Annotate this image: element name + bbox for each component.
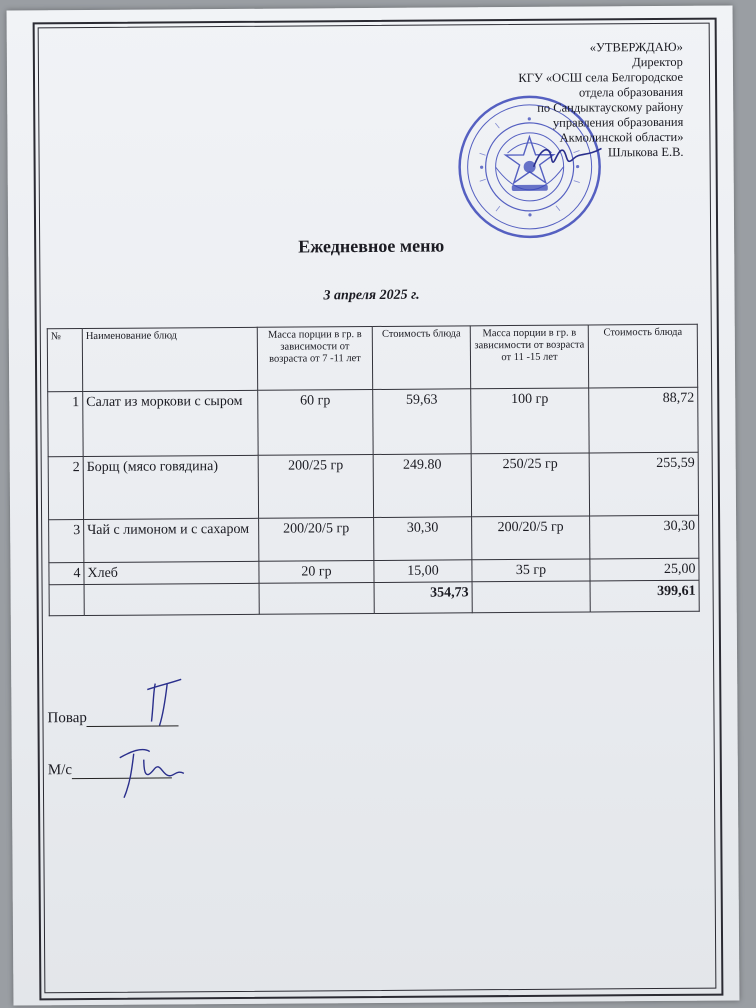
cost-11-15: 30,30 <box>590 515 699 559</box>
col-header-mass-11-15: Масса порции в гр. в зависимости от возраста от 11 -15 лет <box>470 325 588 389</box>
cost-11-15: 255,59 <box>589 452 698 516</box>
col-header-cost-7-11: Стоимость блюда <box>372 326 470 390</box>
approval-org-line: по Сандыктаускому району <box>537 99 684 115</box>
cost-7-11: 30,30 <box>374 517 472 561</box>
mass-7-11: 200/20/5 гр <box>259 517 374 561</box>
mass-11-15: 35 гр <box>472 559 590 582</box>
col-header-mass-7-11: Масса порции в гр. в зависимости от возраста от 7 -11 лет <box>257 327 372 391</box>
approval-heading: «УТВЕРЖДАЮ» <box>589 39 683 55</box>
dish-name: Хлеб <box>84 561 259 584</box>
page-title: Ежедневное меню <box>298 235 445 257</box>
menu-table <box>47 324 700 617</box>
row-number: 3 <box>49 520 84 563</box>
cost-7-11: 249.80 <box>373 454 471 518</box>
menu-date: 3 апреля 2025 г. <box>323 287 420 304</box>
col-header-cost-11-15: Стоимость блюда <box>588 324 697 388</box>
approval-org-line: КГУ «ОСШ села Белгородское <box>518 69 684 85</box>
cook-label: Повар <box>47 710 87 727</box>
mass-7-11: 200/25 гр <box>258 454 373 518</box>
dish-name: Чай с лимоном и с сахаром <box>84 518 259 562</box>
cost-11-15: 25,00 <box>590 558 699 581</box>
empty-cell <box>84 583 259 615</box>
approval-org-line: Акмолинской области» <box>559 129 684 145</box>
table-row <box>48 387 698 457</box>
nurse-signature-icon <box>110 739 190 804</box>
row-number: 4 <box>49 563 84 585</box>
empty-cell <box>472 581 590 613</box>
mass-11-15: 100 гр <box>471 388 589 454</box>
director-signature-icon <box>527 136 607 182</box>
total-cost-11-15: 399,61 <box>590 580 699 612</box>
approval-position: Директор <box>632 54 683 70</box>
col-header-number: № <box>47 329 82 392</box>
mass-7-11: 60 гр <box>258 389 373 455</box>
table-row <box>49 515 699 563</box>
nurse-label: М/с <box>47 762 73 779</box>
mass-7-11: 20 гр <box>259 560 374 583</box>
empty-cell <box>259 582 374 614</box>
cost-7-11: 59,63 <box>373 389 471 455</box>
col-header-dish: Наименование блюд <box>82 327 257 391</box>
dish-name: Салат из моркови с сыром <box>83 390 258 456</box>
dish-name: Борщ (мясо говядина) <box>83 455 258 519</box>
document-page <box>7 5 740 1005</box>
table-total-row <box>49 580 699 616</box>
cost-11-15: 88,72 <box>589 387 698 453</box>
total-cost-7-11: 354,73 <box>374 582 472 614</box>
cook-signature-icon <box>129 669 199 729</box>
mass-11-15: 200/20/5 гр <box>472 516 590 560</box>
approval-org-line: отдела образования <box>578 84 684 100</box>
row-number: 2 <box>48 457 83 520</box>
row-number: 1 <box>48 392 83 457</box>
mass-11-15: 250/25 гр <box>471 453 589 517</box>
cost-7-11: 15,00 <box>374 560 472 583</box>
table-row <box>48 452 698 520</box>
approval-org-line: управления образования <box>552 114 684 130</box>
table-header-row <box>47 324 697 392</box>
empty-cell <box>49 585 84 616</box>
approval-signatory: Шлыкова Е.В. <box>607 144 684 160</box>
